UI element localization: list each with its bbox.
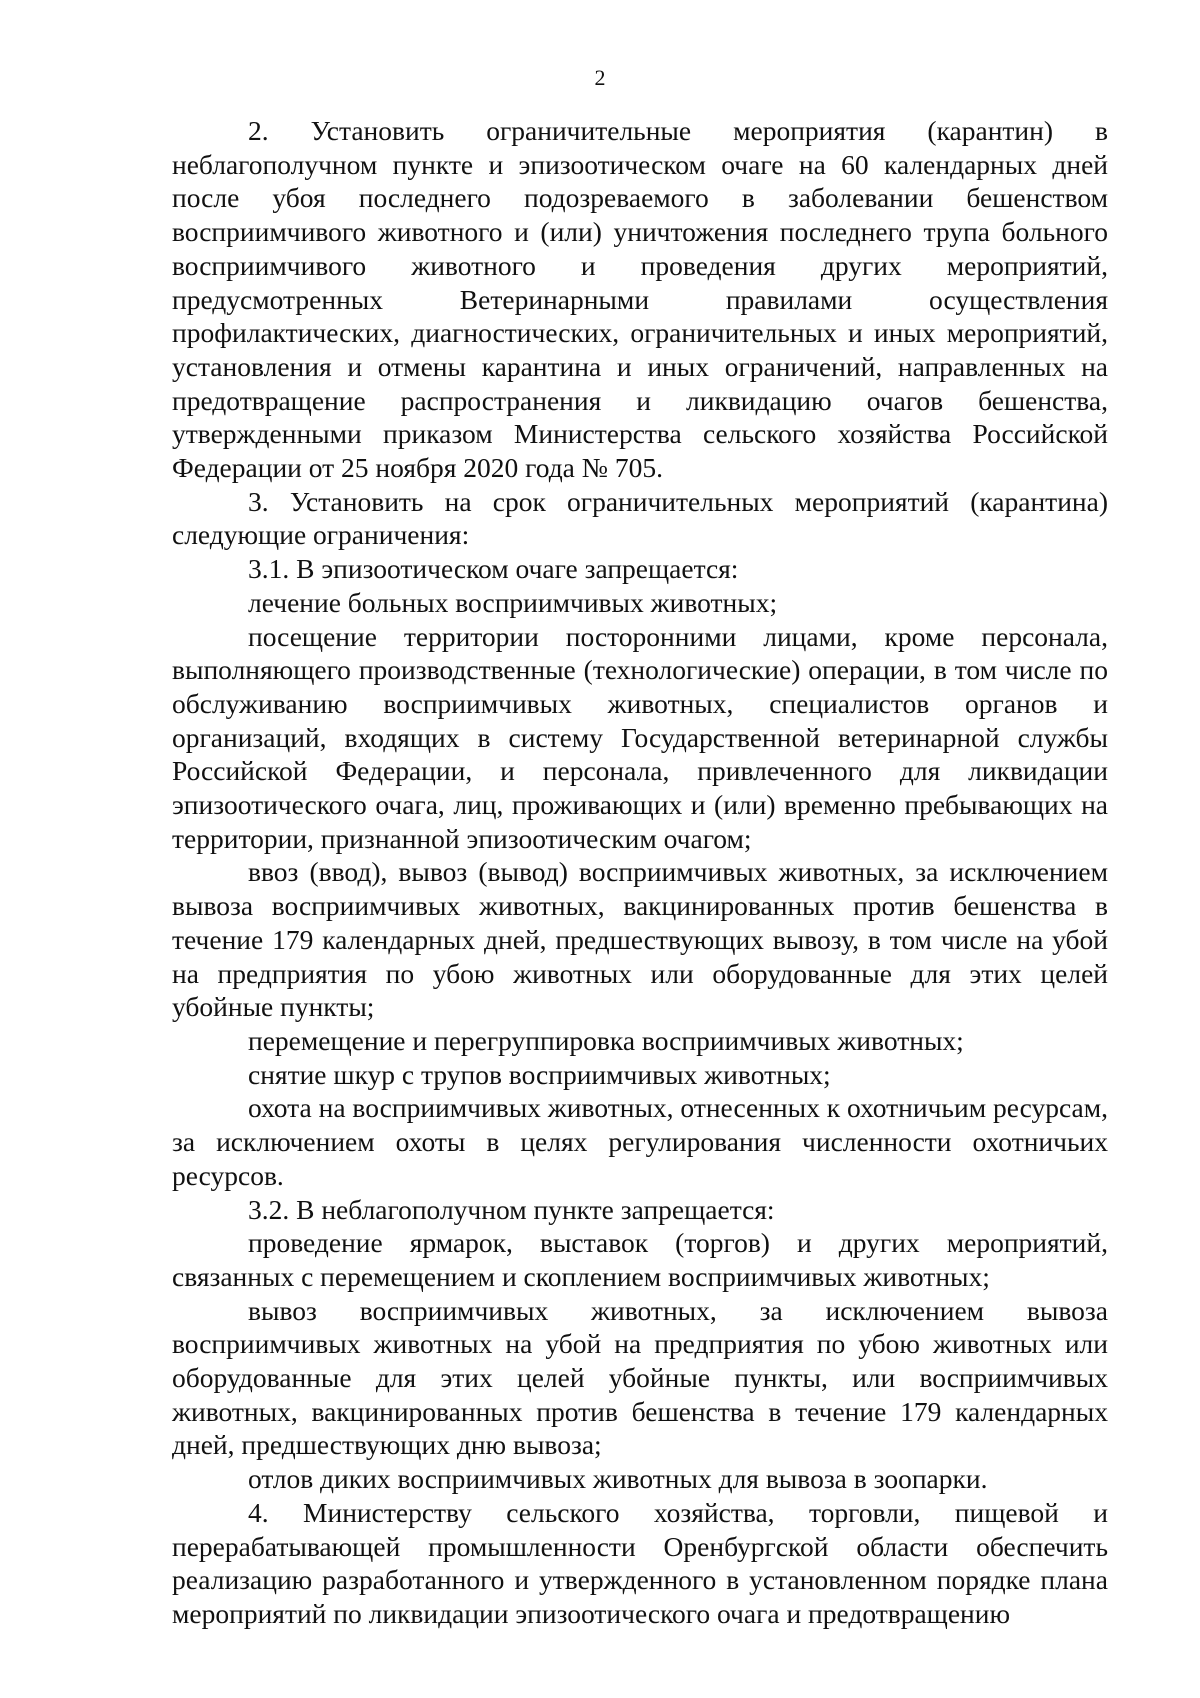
page-number: 2 (594, 65, 606, 90)
document-body (172, 114, 1108, 1631)
paragraph-3-1-skinning: снятие шкур с трупов восприимчивых животных; (248, 1058, 831, 1090)
paragraph-3-1-import-export: ввоз (ввод), вывоз (вывод) восприимчивых животных, за исключением вывоза восприимчивых животных, вакцинированных против бешенства в течение 179 календарных дней, предшествующих вывозу, в том числе на убой на предприятия по убою животных или оборудованные для этих целей убойные пункты; (172, 856, 1108, 1023)
paragraph-3-1-heading: 3.1. В эпизоотическом очаге запрещается: (248, 553, 739, 585)
paragraph-3-1-hunting: охота на восприимчивых животных, отнесенных к охотничьим ресурсам, за исключением охоты в целях регулирования численности охотничьих ресурсов. (172, 1092, 1108, 1191)
paragraph-3-1-treatment: лечение больных восприимчивых животных; (248, 586, 778, 618)
paragraph-2-quarantine: 2. Установить ограничительные мероприятия (карантин) в неблагополучном пункте и эпизоотическом очаге на 60 календарных дней после убоя последнего подозреваемого в заболевании бешенством восприимчивого животного и (или) уничтожения последнего трупа больного восприимчивого животного и проведения других мероприятий, предусмотренных Ветеринарными правилами осуществления профилактических, диагностических, ограничительных и иных мероприятий, установления и отмены карантина и иных ограничений, направленных на предотвращение распространения и ликвидацию очагов бешенства, утвержденными приказом Министерства сельского хозяйства Российской Федерации от 25 ноября 2020 года № 705. (172, 115, 1108, 484)
paragraph-3-restrictions: 3. Установить на срок ограничительных мероприятий (карантина) следующие ограничения: (172, 485, 1108, 551)
paragraph-3-2-fairs: проведение ярмарок, выставок (торгов) и других мероприятий, связанных с перемещением и скоплением восприимчивых животных; (172, 1227, 1108, 1292)
paragraph-3-2-capture: отлов диких восприимчивых животных для вывоза в зоопарки. (248, 1463, 988, 1495)
paragraph-3-2-export: вывоз восприимчивых животных, за исключением вывоза восприимчивых животных на убой на предприятия по убою животных или оборудованные для этих целей убойные пункты, или восприимчивых животных, вакцинированных против бешенства в течение 179 календарных дней, предшествующих дню вывоза; (172, 1294, 1108, 1461)
paragraph-4-ministry: 4. Министерству сельского хозяйства, торговли, пищевой и перерабатывающей промышленности Оренбургской области обеспечить реализацию разработанного и утвержденного в установленном порядке плана мероприятий по ликвидации эпизоотического очага и предотвращению (172, 1496, 1108, 1629)
paragraph-3-2-heading: 3.2. В неблагополучном пункте запрещается: (248, 1193, 775, 1225)
paragraph-3-1-movement: перемещение и перегруппировка восприимчивых животных; (248, 1024, 964, 1056)
paragraph-3-1-visits: посещение территории посторонними лицами, кроме персонала, выполняющего производственные (технологические) операции, в том числе по обслуживанию восприимчивых животных, специалистов органов и организаций, входящих в систему Государственной ветеринарной службы Российской Федерации, и персонала, привлеченного для ликвидации эпизоотического очага, лиц, проживающих и (или) временно пребывающих на территории, признанной эпизоотическим очагом; (172, 620, 1108, 854)
